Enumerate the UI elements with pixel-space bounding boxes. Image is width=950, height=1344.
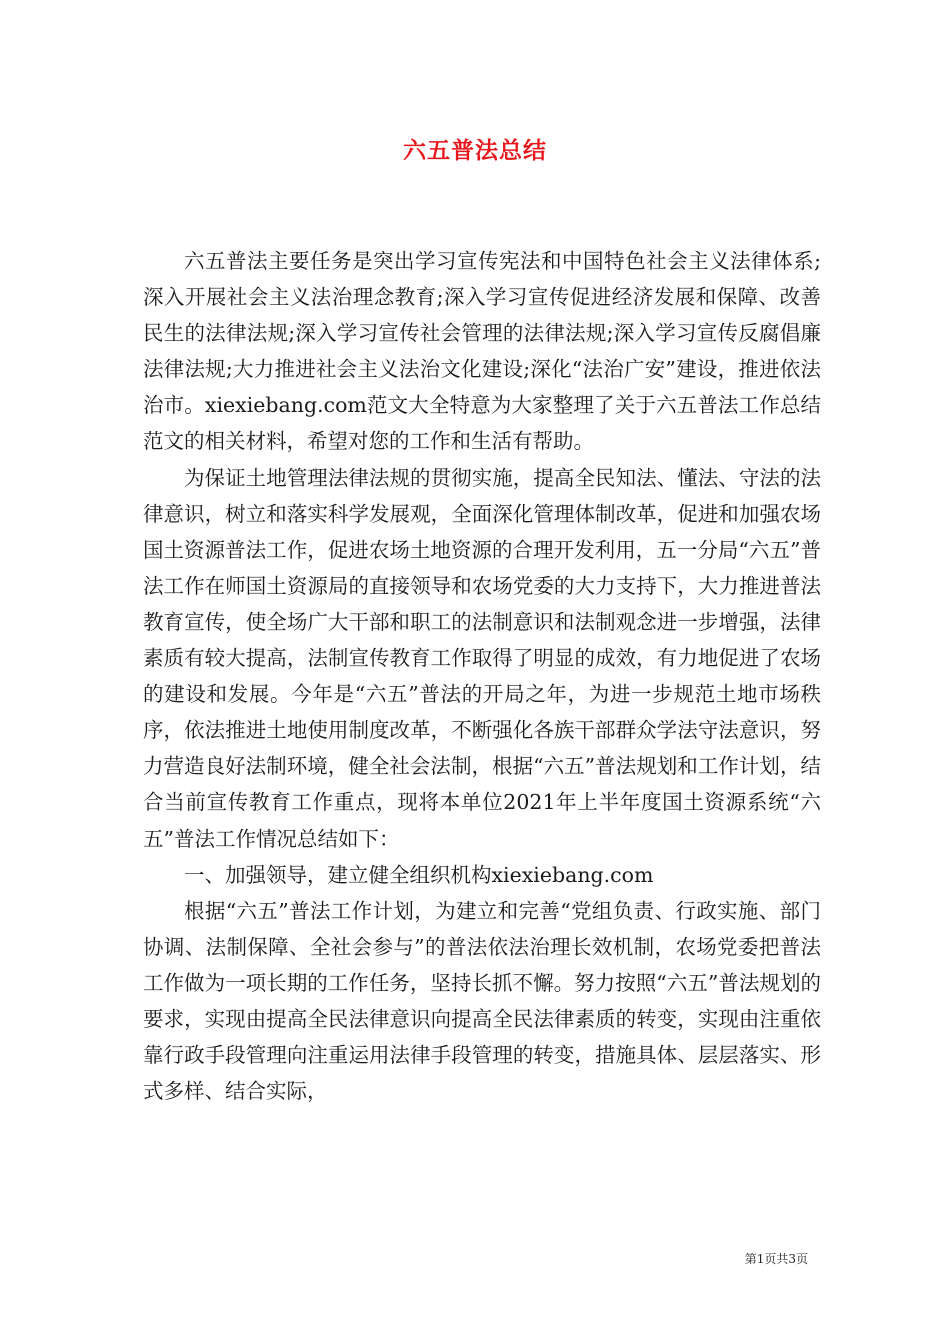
document-title: 六五普法总结 bbox=[403, 137, 547, 164]
section-heading: 一、加强领导，建立健全组织机构xiexiebang.com bbox=[184, 862, 654, 887]
paragraph: 为保证土地管理法律法规的贯彻实施，提高全民知法、懂法、守法的法律意识，树立和落实科学发展观，全面深化管理体制改革，促进和加强农场国土资源普法工作，促进农场土地资源的合理开发利用，五一分局“六五”普法工作在师国土资源局的直接领导和农场党委的大力支持下，大力推进普法教育宣传，使全场广大干部和职工的法制意识和法制观念进一步增强，法律素质有较大提高，法制宣传教育工作取得了明显的成效，有力地促进了农场的建设和发展。今年是“六五”普法的开局之年，为进一步规范土地市场秩序，依法推进土地使用制度改革，不断强化各族干部群众学法守法意识，努力营造良好法制环境，健全社会法制，根据“六五”普法规划和工作计划，结合当前宣传教育工作重点，现将本单位2021年上半年度国土资源系统“六五”普法工作情况总结如下： bbox=[143, 465, 821, 851]
document-body bbox=[143, 243, 821, 1109]
page-number: 第1页共3页 bbox=[744, 1252, 808, 1266]
paragraph: 六五普法主要任务是突出学习宣传宪法和中国特色社会主义法律体系;深入开展社会主义法治理念教育;深入学习宣传促进经济发展和保障、改善民生的法律法规;深入学习宣传社会管理的法律法规;深入学习宣传反腐倡廉法律法规;大力推进社会主义法治文化建设;深化“法治广安”建设，推进依法治市。xiexiebang.com范文大全特意为大家整理了关于六五普法工作总结范文的相关材料，希望对您的工作和生活有帮助。 bbox=[143, 249, 821, 454]
paragraph: 根据“六五”普法工作计划，为建立和完善“党组负责、行政实施、部门协调、法制保障、全社会参与”的普法依法治理长效机制，农场党委把普法工作做为一项长期的工作任务，坚持长抓不懈。努力按照“六五”普法规划的要求，实现由提高全民法律意识向提高全民法律素质的转变，实现由注重依靠行政手段管理向注重运用法律手段管理的转变，措施具体、层层落实、形式多样、结合实际， bbox=[143, 898, 821, 1104]
